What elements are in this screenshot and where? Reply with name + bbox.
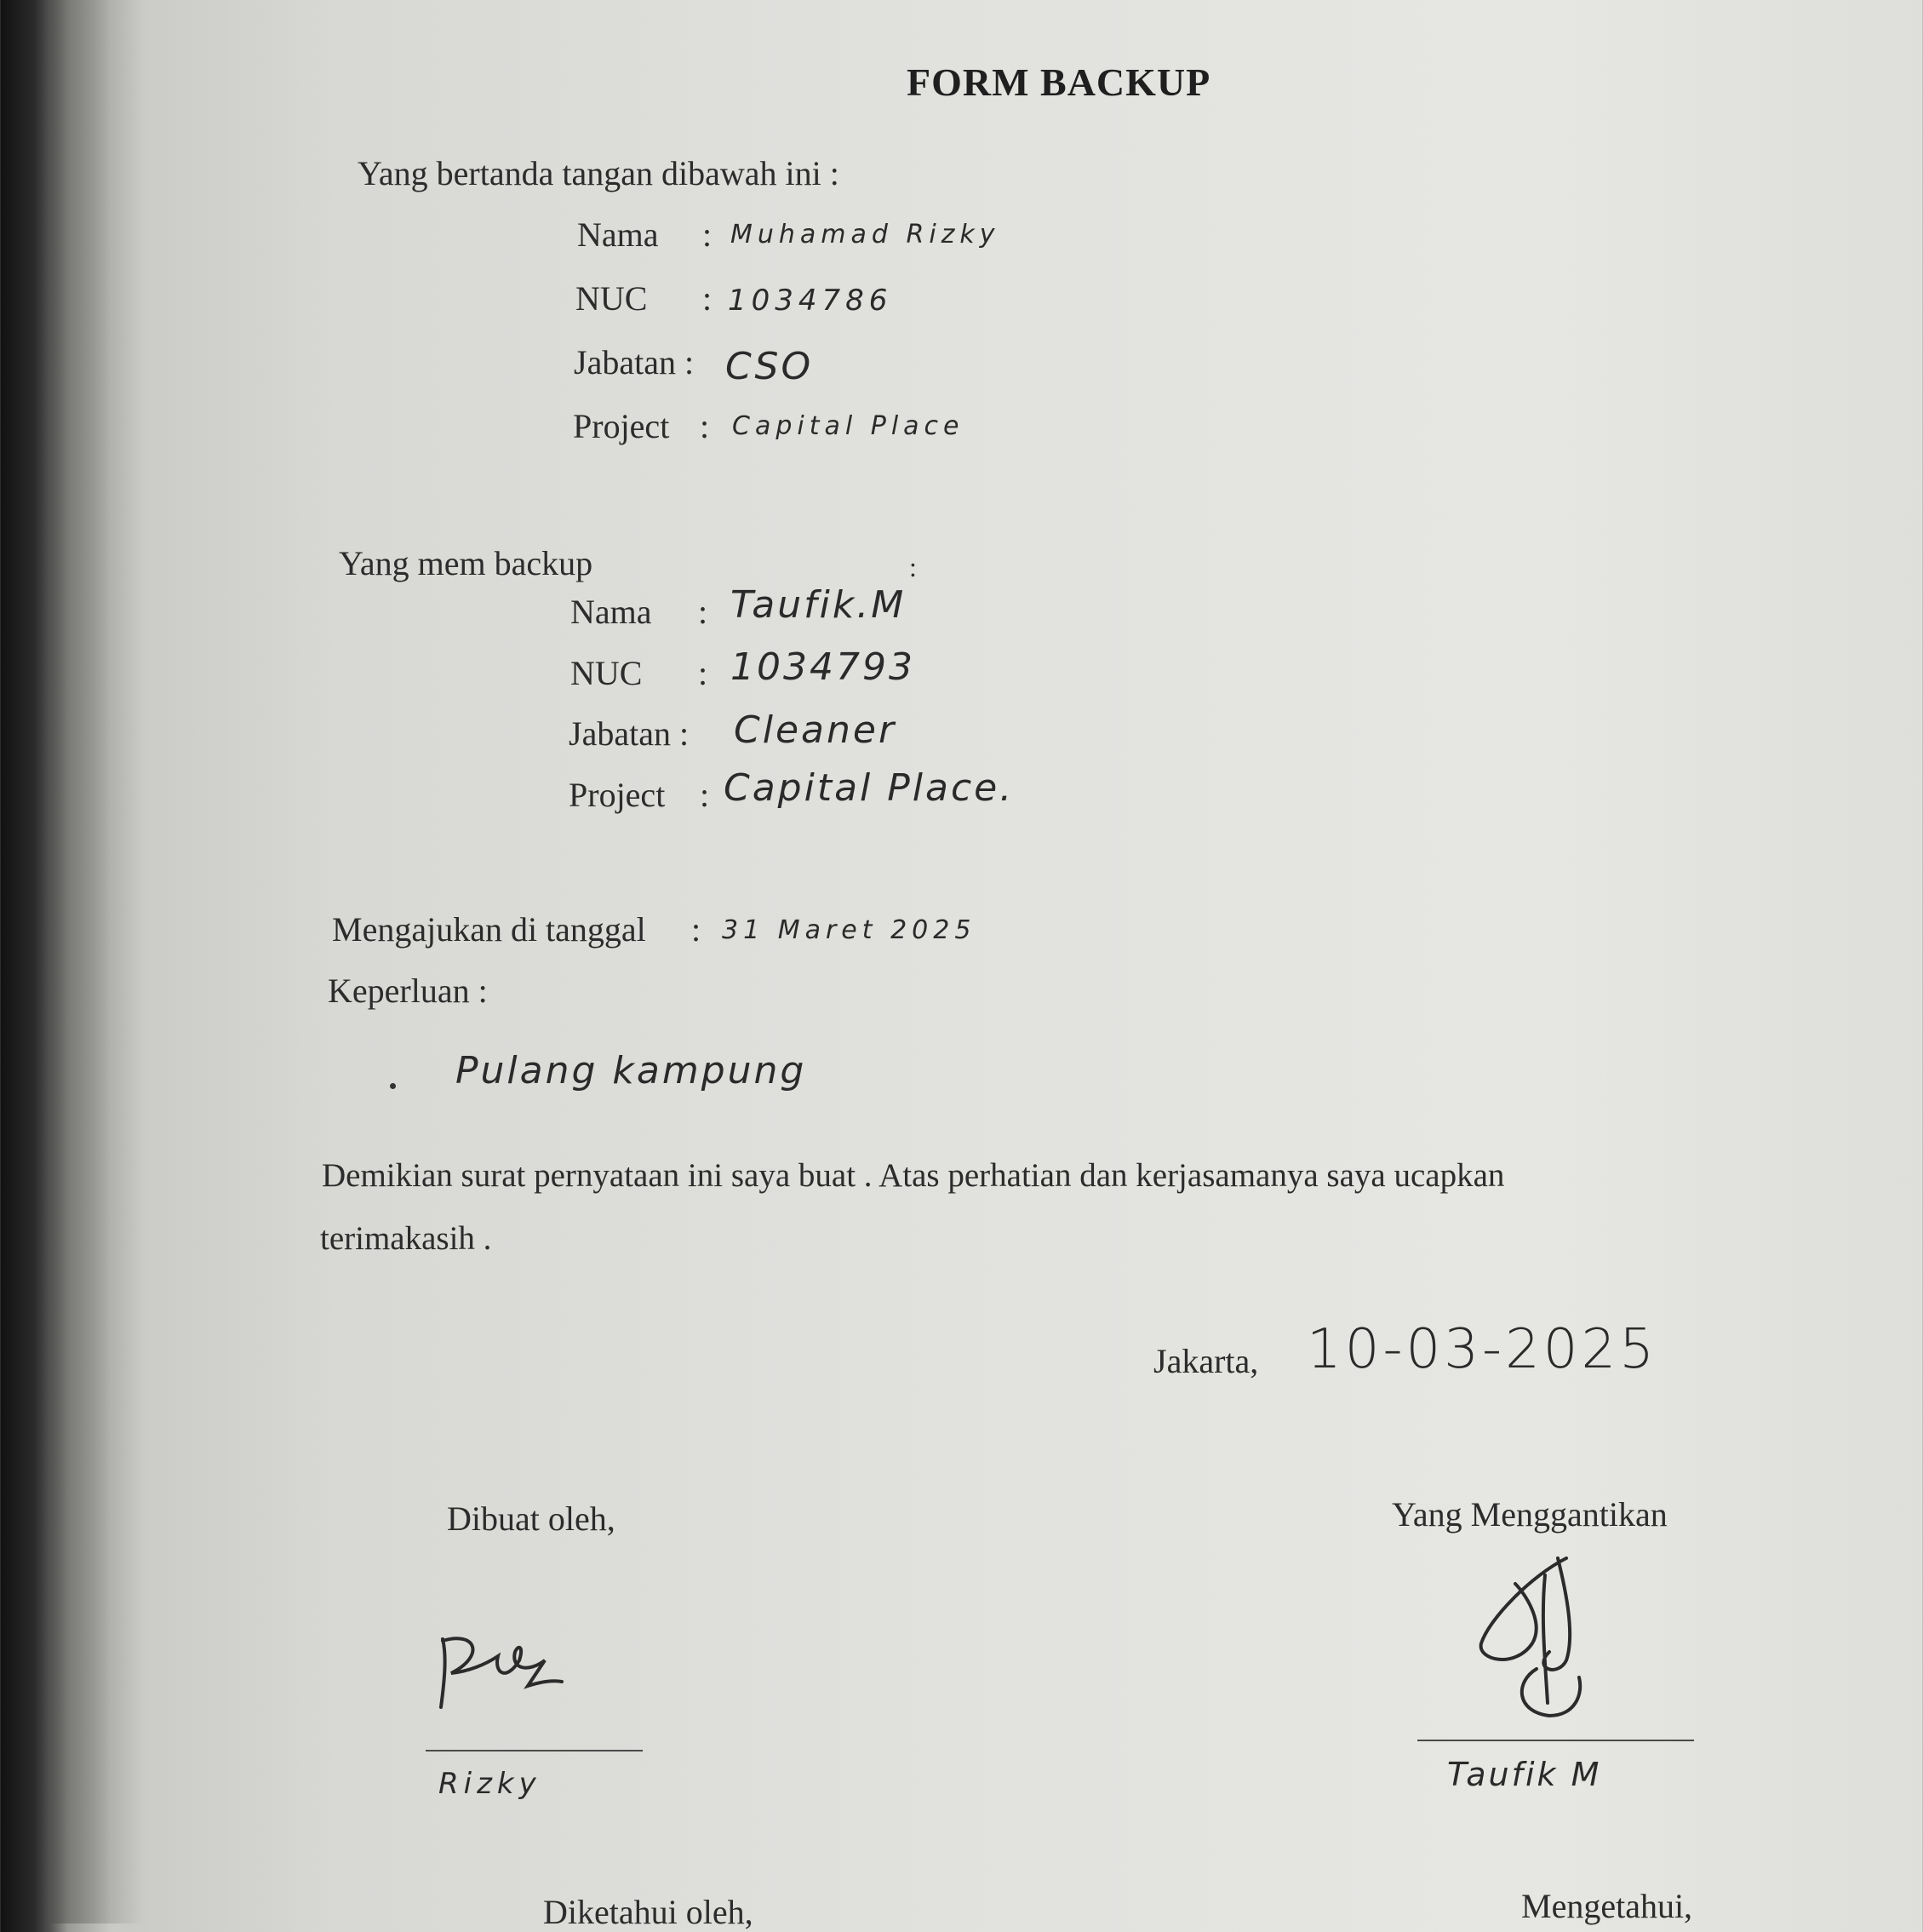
closing-line-1: Demikian surat pernyataan ini saya buat . Atas perhatian dan kerjasamanya saya ucapkan [322,1157,1505,1194]
applicant-nuc-value: 1034786 [728,284,893,318]
backup-project-value: Capital Place. [724,766,1015,810]
backup-project-label: Project [569,776,666,814]
colon: : [702,279,713,318]
backup-heading: Yang mem backup [339,544,593,582]
place-label: Jakarta, [1153,1342,1259,1380]
applicant-project-value: Capital Place [732,411,964,441]
applicant-nuc-label: NUC [575,279,648,318]
date-label: Mengajukan di tanggal [332,910,646,949]
purpose-label: Keperluan : [328,972,488,1010]
colon: : [691,910,701,949]
made-by-name: Rizky [438,1767,541,1801]
applicant-nama-label: Nama [577,215,659,254]
replacement-label: Yang Menggantikan [1392,1495,1668,1534]
replacement-signature [1464,1541,1617,1737]
acknowledged-label: Mengetahui, [1521,1887,1693,1925]
backup-jabatan-label: Jabatan : [569,714,690,753]
replacement-name: Taufik M [1447,1756,1602,1793]
signature-line-left [426,1750,643,1751]
backup-nama-value: Taufik.M [730,583,907,627]
colon: : [700,407,710,445]
colon: : [698,593,708,631]
applicant-jabatan-value: CSO [725,345,814,388]
colon: : [698,654,708,692]
colon: : [702,215,713,254]
colon: : [700,776,710,814]
signature-line-right [1417,1740,1694,1741]
made-by-signature [426,1622,579,1724]
made-by-label: Dibuat oleh, [447,1499,615,1538]
closing-line-2: terimakasih . [320,1220,492,1257]
applicant-jabatan-label: Jabatan : [574,343,695,381]
backup-jabatan-value: Cleaner [734,708,897,752]
purpose-value: Pulang kampung [455,1049,807,1092]
bullet-dot [390,1083,396,1089]
signed-date: 10-03-2025 [1307,1318,1657,1381]
backup-nuc-value: 1034793 [730,645,915,689]
known-by-label: Diketahui oleh, [543,1893,753,1931]
intro-text: Yang bertanda tangan dibawah ini : [358,154,839,192]
backup-nuc-label: NUC [570,654,643,692]
applicant-project-label: Project [573,407,670,445]
colon: : [909,552,917,582]
backup-nama-label: Nama [570,593,652,631]
date-value: 31 Maret 2025 [722,915,976,945]
paper-shadow-edge [51,0,145,1923]
applicant-nama-value: Muhamad Rizky [730,220,1000,249]
form-title: FORM BACKUP [907,60,1211,104]
